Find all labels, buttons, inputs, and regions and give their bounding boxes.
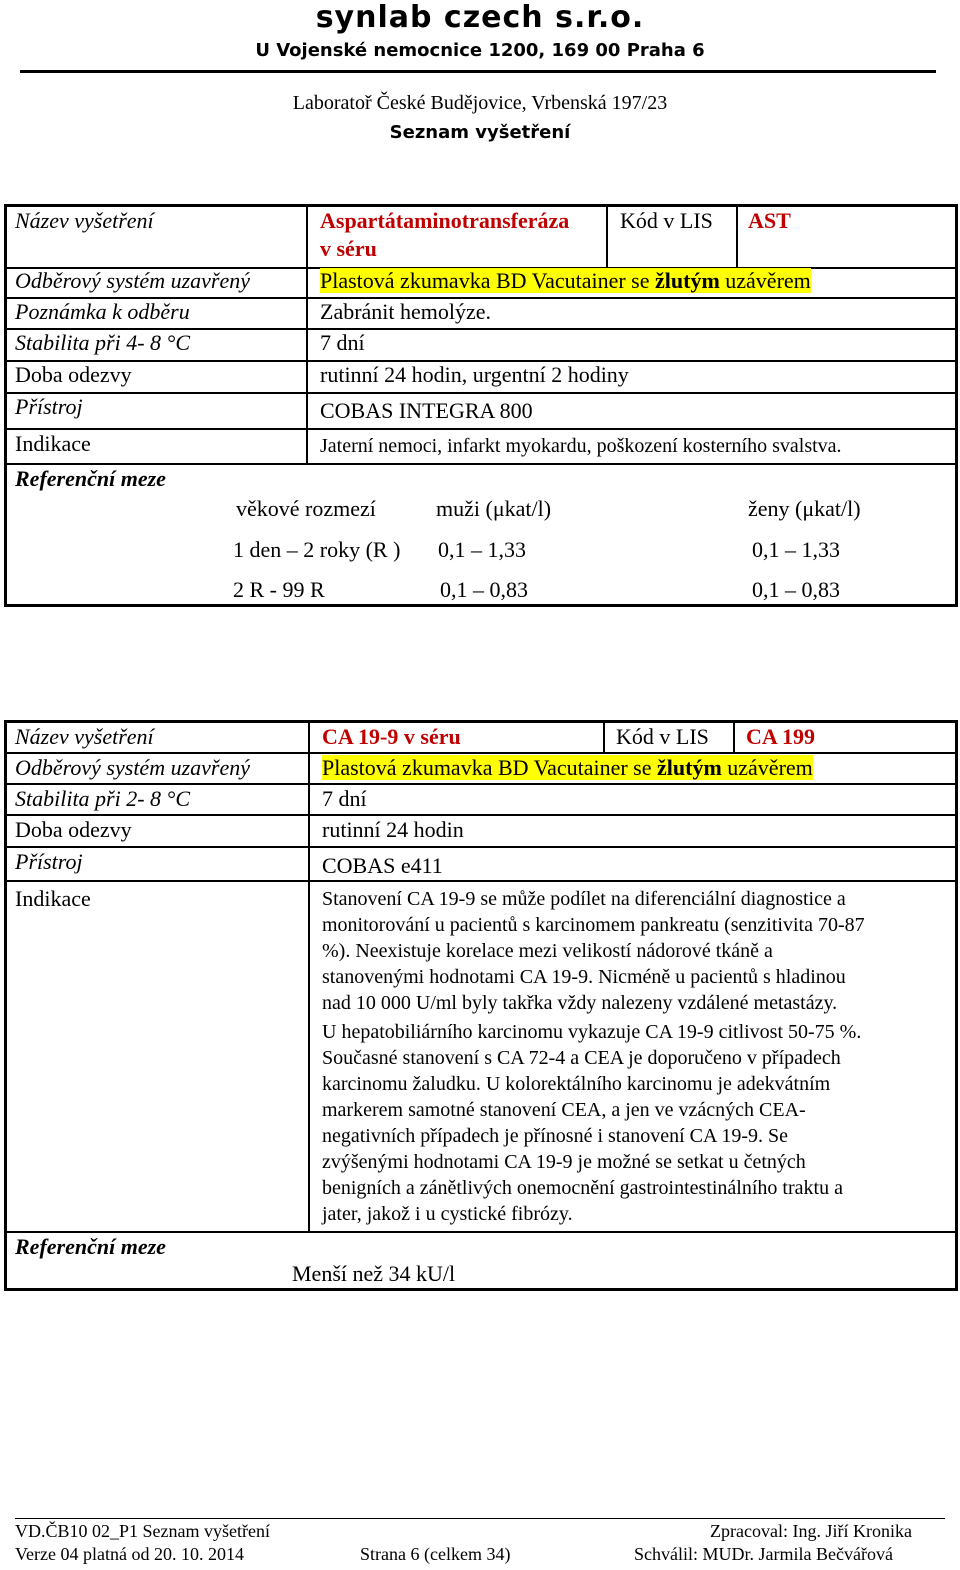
column-divider [736,206,738,267]
ca199-tube [322,755,813,781]
ast-instrument: COBAS INTEGRA 800 [320,398,533,423]
ca199-stability: 7 dní [322,786,367,811]
indication-line: Současné stanovení s CA 72-4 a CEA je doporučeno v případech [322,1047,841,1069]
ast-stability: 7 dní [320,330,365,355]
ca199-reference: Menší než 34 kU/l [292,1261,456,1286]
ast-lis-code: AST [748,208,791,233]
indication-line: stanovenými hodnotami CA 19-9. Nicméně u pacientů s hladinou [322,966,846,988]
label-reference-range: Referenční meze [15,466,166,491]
ca199-indication-para-1 [322,886,865,1016]
ast-test-name: Aspartátaminotransferáza [320,208,570,233]
ref-row-men: 0,1 – 1,33 [438,537,526,562]
ref-row-women: 0,1 – 0,83 [752,577,840,602]
label-indication: Indikace [15,886,91,911]
indication-line: %). Neexistuje korelace mezi velikostí nádorové tkáně a [322,940,773,962]
ref-row-women: 0,1 – 1,33 [752,537,840,562]
label-collection-system: Odběrový systém uzavřený [15,755,250,780]
indication-line: markerem samotné stanovení CEA, a jen ve vzácných CEA- [322,1099,806,1121]
ca199-turnaround: rutinní 24 hodin [322,817,464,842]
tube-text: Plastová zkumavka BD Vacutainer se [320,268,656,293]
footer-page: Strana 6 (celkem 34) [360,1544,511,1564]
indication-line: jater, jakož i u cystické fibrózy. [322,1203,573,1225]
indication-line: U hepatobiliárního karcinomu vykazuje CA 19-9 citlivost 50-75 %. [322,1021,862,1043]
divider [6,846,956,848]
header-rule [20,70,936,73]
column-divider [603,722,605,752]
label-lis-code: Kód v LIS [616,724,709,749]
ca199-lis-code: CA 199 [746,724,816,749]
label-stability: Stabilita při 4- 8 °C [15,330,191,355]
label-turnaround: Doba odezvy [15,362,132,387]
footer-rule [15,1518,945,1519]
column-divider [306,206,308,463]
footer-prepared: Zpracoval: Ing. Jiří Kronika [710,1521,912,1541]
label-test-name: Název vyšetření [15,208,154,233]
footer-version: Verze 04 platná od 20. 10. 2014 [15,1544,244,1564]
ref-row-age: 1 den – 2 roky (R ) [233,537,401,562]
label-instrument: Přístroj [15,849,83,874]
ref-row-men: 0,1 – 0,83 [440,577,528,602]
indication-line: Stanovení CA 19-9 se může podílet na diferenciální diagnostice a [322,888,846,910]
footer-doc-id: VD.ČB10 02_P1 Seznam vyšetření [15,1521,270,1541]
divider [6,752,956,754]
indication-line: zvýšenými hodnotami CA 19-9 je možné se setkat u četných [322,1151,806,1173]
tube-text-end: uzávěrem [719,268,811,293]
column-divider [733,722,735,752]
indication-line: benigních a zánětlivých onemocnění gastrointestinálního traktu a [322,1177,843,1199]
document-title: Seznam vyšetření [389,122,571,143]
ref-row-age: 2 R - 99 R [233,577,325,602]
indication-line: negativních případech je přínosné i stanovení CA 19-9. Se [322,1125,789,1147]
company-address: U Vojenské nemocnice 1200, 169 00 Praha 6 [255,40,705,61]
divider [6,463,956,465]
label-turnaround: Doba odezvy [15,817,132,842]
divider [6,428,956,430]
ref-header-age: věkové rozmezí [236,496,376,521]
tube-color: žlutým [655,268,720,293]
column-divider [606,206,608,267]
ast-indication: Jaterní nemoci, infarkt myokardu, poškození kosterního svalstva. [320,435,842,457]
label-instrument: Přístroj [15,394,83,419]
divider [6,880,956,882]
tube-text: Plastová zkumavka BD Vacutainer se [322,755,658,780]
ast-note: Zabránit hemolýze. [320,299,492,324]
label-indication: Indikace [15,431,91,456]
tube-text-end: uzávěrem [721,755,813,780]
label-stability: Stabilita při 2- 8 °C [15,786,191,811]
footer-approved: Schválil: MUDr. Jarmila Bečvářová [634,1544,893,1564]
indication-line: nad 10 000 U/ml byly takřka vždy nalezeny vzdálené metastázy. [322,992,838,1014]
ca199-test-name: CA 19-9 v séru [322,724,461,749]
divider [6,783,956,785]
column-divider [308,722,310,1231]
divider [6,392,956,394]
label-lis-code: Kód v LIS [620,208,713,233]
divider [6,1231,956,1233]
ast-turnaround: rutinní 24 hodin, urgentní 2 hodiny [320,362,629,387]
ast-tube [320,268,811,294]
label-test-name: Název vyšetření [15,724,154,749]
tube-color: žlutým [657,755,722,780]
ref-header-men: muži (μkat/l) [436,496,552,521]
ca199-instrument: COBAS e411 [322,853,443,878]
ast-test-name-2: v séru [320,236,377,261]
lab-address: Laboratoř České Budějovice, Vrbenská 197/23 [292,92,668,114]
company-name: synlab czech s.r.o. [315,0,645,35]
indication-line: karcinomu žaludku. U kolorektálního karcinomu je adekvátním [322,1073,831,1095]
divider [6,814,956,816]
ca199-indication-para-2 [322,1019,861,1227]
ref-header-women: ženy (μkat/l) [748,496,861,521]
indication-line: monitorování u pacientů s karcinomem pankreatu (senzitivita 70-87 [322,914,865,936]
label-collection-note: Poznámka k odběru [15,299,190,324]
label-collection-system: Odběrový systém uzavřený [15,268,250,293]
label-reference-range: Referenční meze [15,1234,166,1259]
